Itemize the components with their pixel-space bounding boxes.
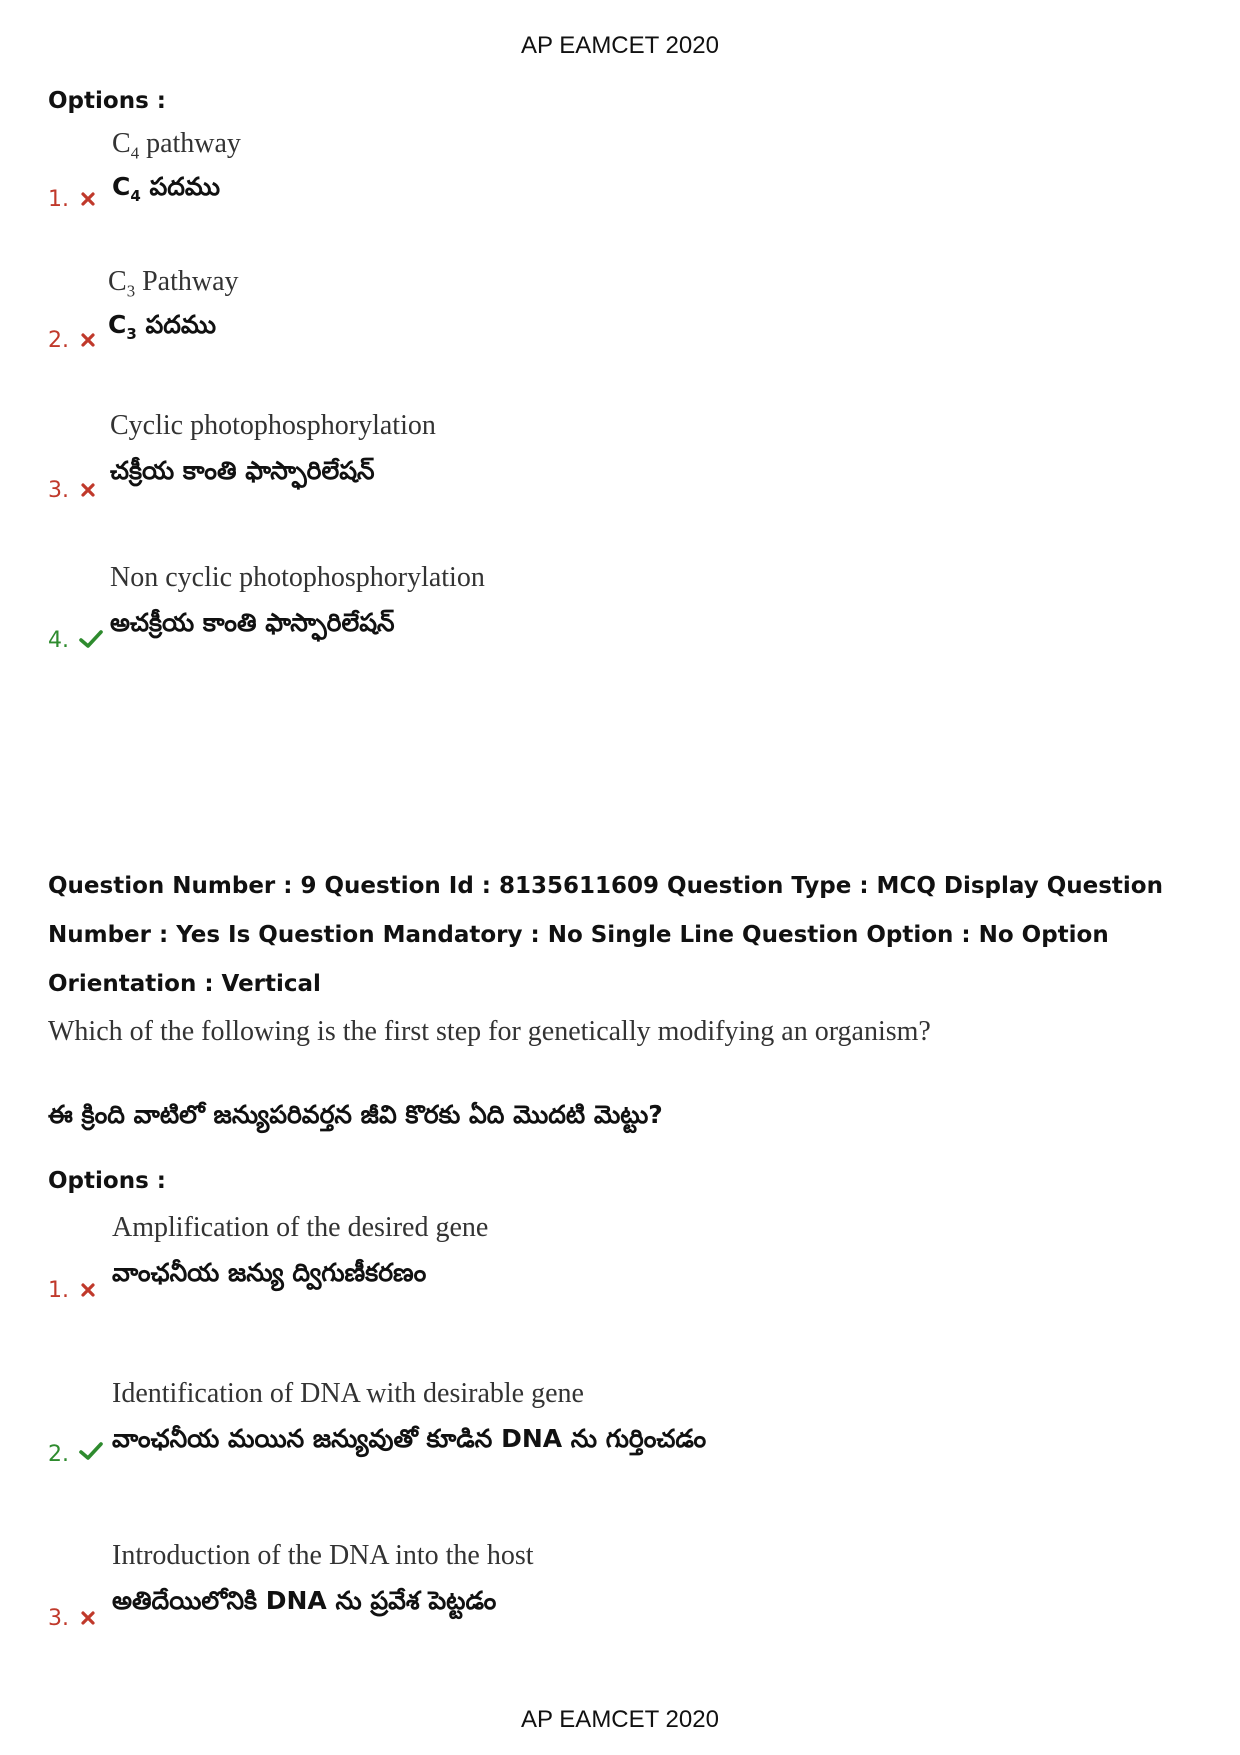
option-english-text: $C_3$ Pathway (108, 266, 239, 301)
page-footer: AP EAMCET 2020 (521, 1706, 719, 1733)
question-meta (48, 862, 1198, 1009)
option-number: 1. (48, 187, 69, 212)
cross-icon (78, 1608, 98, 1628)
option-english-text: Identification of DNA with desirable gene (112, 1378, 584, 1409)
option-telugu-text: అతిదేయిలోనికి DNA ను ప్రవేశ పెట్టడం (112, 1586, 497, 1615)
option-number: 2. (48, 328, 69, 353)
question-meta-line: Orientation : Vertical (48, 971, 321, 997)
question-text-telugu: ఈ క్రింది వాటిలో జన్యుపరివర్తన జీవి కొరకు ఏది మొదటి మెట్టు? (48, 1100, 663, 1129)
cross-icon (78, 330, 98, 350)
option-english-text: Cyclic photophosphorylation (110, 410, 436, 441)
question-meta-line: Number : Yes Is Question Mandatory : No Single Line Question Option : No Option (48, 922, 1109, 948)
option-number: 4. (48, 628, 69, 653)
options-label-prev: Options : (48, 88, 166, 114)
check-icon (78, 628, 104, 650)
question-text-english: Which of the following is the first step for genetically modifying an organism? (48, 1016, 931, 1047)
cross-icon (78, 1280, 98, 1300)
option-number: 1. (48, 1278, 69, 1303)
option-number: 3. (48, 1606, 69, 1631)
options-label: Options : (48, 1168, 166, 1194)
option-english-text: $C_4$ pathway (112, 128, 241, 163)
cross-icon (78, 480, 98, 500)
cross-icon (78, 189, 98, 209)
option-number: 3. (48, 478, 69, 503)
option-telugu-text: $C_4$ పదము (112, 172, 221, 205)
page-header: AP EAMCET 2020 (521, 32, 719, 59)
option-english-text: Amplification of the desired gene (112, 1212, 489, 1243)
option-telugu-text: వాంఛనీయ మయిన జన్యువుతో కూడిన DNA ను గుర్తించడం (112, 1424, 707, 1453)
option-telugu-text: చక్రీయ కాంతి ఫాస్ఫారిలేషన్ (110, 456, 375, 485)
option-english-text: Introduction of the DNA into the host (112, 1540, 534, 1571)
option-number: 2. (48, 1442, 69, 1467)
option-telugu-text: $C_3$ పదము (108, 310, 217, 343)
option-telugu-text: అచక్రీయ కాంతి ఫాస్ఫారిలేషన్ (110, 608, 395, 637)
question-meta-line: Question Number : 9 Question Id : 8135611609 Question Type : MCQ Display Question (48, 873, 1163, 899)
option-telugu-text: వాంఛనీయ జన్యు ద్విగుణీకరణం (112, 1258, 427, 1287)
option-english-text: Non cyclic photophosphorylation (110, 562, 485, 593)
check-icon (78, 1440, 104, 1462)
